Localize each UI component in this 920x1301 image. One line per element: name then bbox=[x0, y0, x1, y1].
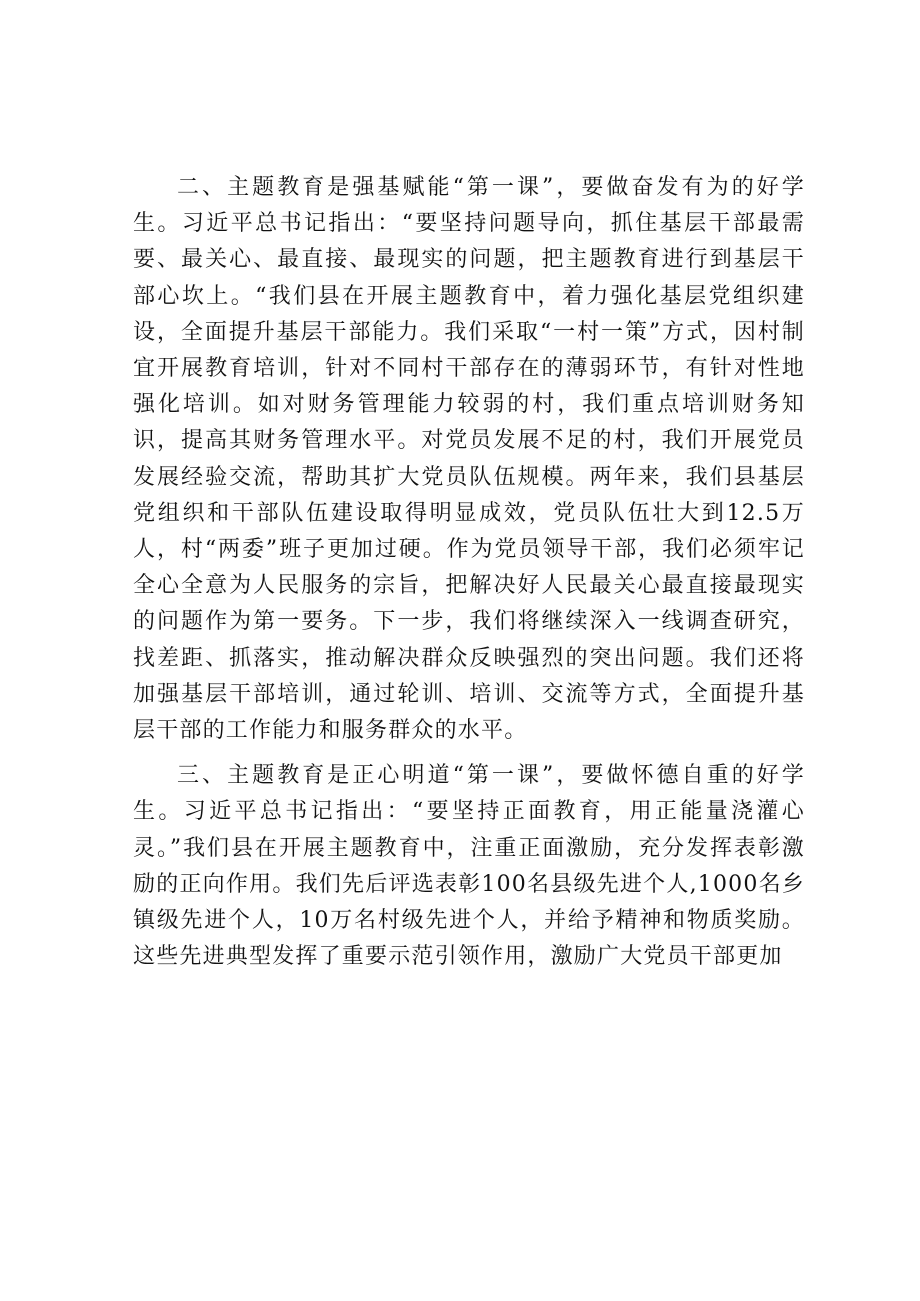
paragraph-section-two: 二、主题教育是强基赋能“第一课”，要做奋发有为的好学生。习近平总书记指出：“要坚持问题导向，抓住基层干部最需要、最关心、最直接、最现实的问题，把主题教育进行到基层干部心坎上。“我们县在开展主题教育中，着力强化基层党组织建设，全面提升基层干部能力。我们采取“一村一策”方式，因村制宜开展教育培训，针对不同村干部存在的薄弱环节，有针对性地强化培训。如对财务管理能力较弱的村，我们重点培训财务知识，提高其财务管理水平。对党员发展不足的村，我们开展党员发展经验交流，帮助其扩大党员队伍规模。两年来，我们县基层党组织和干部队伍建设取得明显成效，党员队伍壮大到12.5万人，村“两委”班子更加过硬。作为党员领导干部，我们必须牢记全心全意为人民服务的宗旨，把解决好人民最关心最直接最现实的问题作为第一要务。下一步，我们将继续深入一线调查研究，找差距、抓落实，推动解决群众反映强烈的突出问题。我们还将加强基层干部培训，通过轮训、培训、交流等方式，全面提升基层干部的工作能力和服务群众的水平。 bbox=[133, 175, 805, 744]
paragraph-section-three: 三、主题教育是正心明道“第一课”，要做怀德自重的好学生。习近平总书记指出：“要坚持正面教育，用正能量浇灌心灵。”我们县在开展主题教育中，注重正面激励，充分发挥表彰激励的正向作用。我们先后评选表彰100名县级先进个人,1000名乡镇级先进个人，10万名村级先进个人，并给予精神和物质奖励。这些先进典型发挥了重要示范引领作用，激励广大党员干部更加 bbox=[133, 763, 805, 970]
document-body bbox=[133, 170, 805, 975]
